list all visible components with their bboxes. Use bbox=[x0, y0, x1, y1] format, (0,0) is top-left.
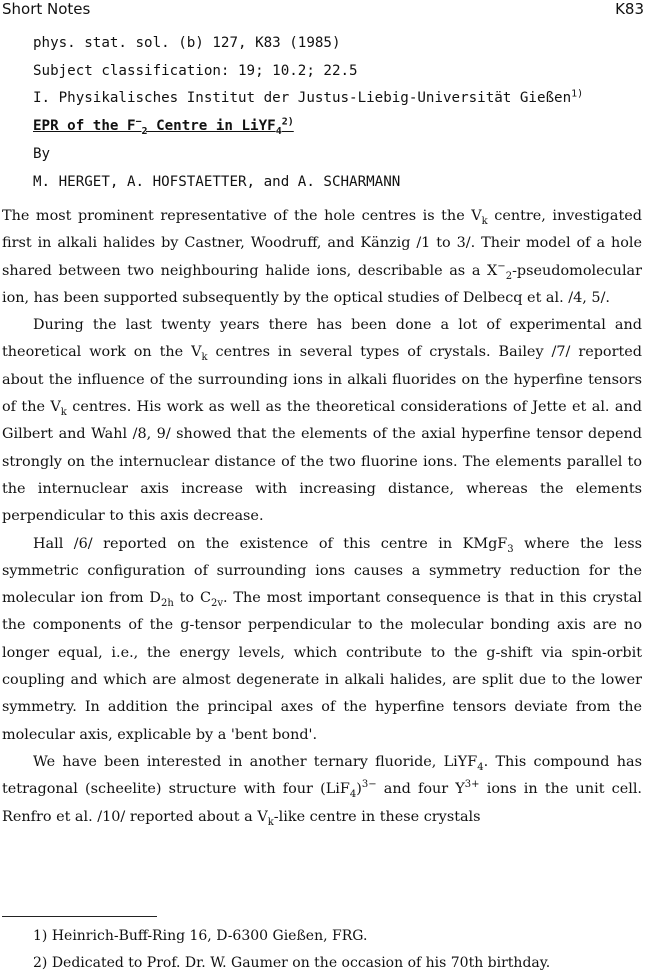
running-header-left: Short Notes bbox=[2, 0, 91, 18]
institute-affiliation: I. Physikalisches Institut der Justus-Liebig-Universität Gießen$^{1)}$ bbox=[33, 88, 584, 106]
subject-classification: Subject classification: 19; 10.2; 22.5 bbox=[33, 63, 358, 79]
footnote-2: 2) Dedicated to Prof. Dr. W. Gaumer on the occasion of his 70th birthday. bbox=[33, 955, 551, 971]
page-number: K83 bbox=[615, 0, 644, 18]
paragraph-3: Hall /6/ reported on the existence of this centre in KMgF$_3$ where the less symmetric configuration of surrounding ions causes a symmetry reduction for the molecular ion from $D_{2h}$ to $C_{2v}$. The most important consequence is that in this crystal the components of the g-tensor perpendicular to the molecular bonding axis are no longer equal, i.e., the energy levels, which contribute to the g-shift via spin-orbit coupling and which are almost degenerate in alkali halides, are split due to the lower symmetry. In addition the principal axes of the hyperfine tensors deviate from the molecular axis, explicable by a 'bent bond'. bbox=[2, 535, 642, 743]
title-footnote-mark: 2) bbox=[281, 116, 294, 128]
journal-citation: phys. stat. sol. (b) 127, K83 (1985) bbox=[33, 35, 341, 51]
footnote-1: 1) Heinrich-Buff-Ring 16, D-6300 Gießen, FRG. bbox=[33, 928, 368, 944]
by-line: By bbox=[33, 146, 51, 162]
paragraph-2: During the last twenty years there has been done a lot of experimental and theoretical work on the $V_k$ centres in several types of crystals. Bailey /7/ reported about the influence of the surrounding ions in alkali fluorides on the hyperfine tensors of the $V_k$ centres. His work as well as the theoretical considerations of Jette et al. and Gilbert and Wahl /8, 9/ showed that the elements of the axial hyperfine tensor depend strongly on the internuclear distance of the two fluorine ions. The elements parallel to the internuclear axis increase with increasing distance, whereas the elements perpendicular to this axis decrease. bbox=[2, 317, 642, 525]
article-body bbox=[2, 203, 642, 831]
author-list: M. HERGET, A. HOFSTAETTER, and A. SCHARMANN bbox=[33, 174, 401, 190]
paragraph-4: We have been interested in another ternary fluoride, LiYF$_4$. This compound has tetragonal (scheelite) structure with four $(LiF_4)^{3-}$ and four $Y^{3+}$ ions in the unit cell. Renfro et al. /10/ reported about a $V_k$-like centre in these crystals bbox=[2, 753, 642, 828]
affiliation-footnote-mark: 1) bbox=[571, 88, 584, 100]
paper-title: EPR of the $F^-_2$ Centre in LiYF$_4^{2)}$ bbox=[33, 116, 294, 137]
footnote-divider bbox=[2, 916, 157, 917]
paragraph-1: The most prominent representative of the hole centres is the $V_k$ centre, investigated first in alkali halides by Castner, Woodruff, and Känzig /1 to 3/. Their model of a hole shared between two neighbouring halide ions, describable as a $X^-_2$-pseudomolecular ion, has been supported subsequently by the optical studies of Delbecq et al. /4, 5/. bbox=[2, 208, 642, 306]
